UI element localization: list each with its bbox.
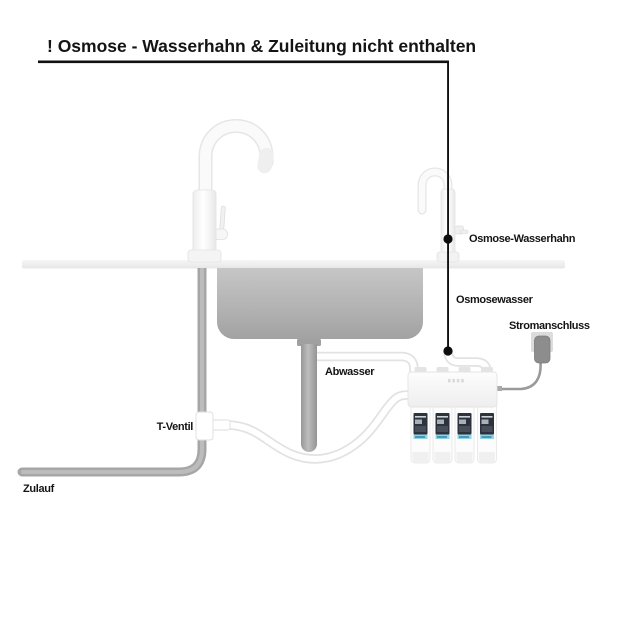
pointer-dot-faucet	[443, 234, 452, 243]
label-abwasser: Abwasser	[325, 366, 375, 378]
pointer-dot-tube	[443, 346, 452, 355]
countertop	[22, 260, 565, 269]
filter-inlet-tube	[230, 395, 409, 459]
osmosis-faucet-icon	[422, 172, 468, 262]
label-osmose-wasserhahn: Osmose-Wasserhahn	[469, 233, 576, 245]
diagram-title: ! Osmose - Wasserhahn & Zuleitung nicht enthalten	[47, 36, 477, 56]
sink-basin	[217, 268, 423, 339]
t-valve-icon	[196, 412, 230, 440]
label-stromanschluss: Stromanschluss	[509, 320, 590, 332]
filter-cartridges	[411, 405, 497, 463]
label-zulauf: Zulauf	[23, 483, 54, 495]
supply-pipe	[22, 268, 202, 472]
kitchen-faucet-icon	[188, 126, 267, 262]
power-adapter-icon	[498, 332, 553, 389]
label-t-ventil: T-Ventil	[156, 421, 193, 433]
filter-head	[408, 372, 497, 407]
cable-stub	[497, 386, 502, 391]
label-osmosewasser: Osmosewasser	[456, 294, 533, 306]
filter-unit	[408, 367, 502, 463]
